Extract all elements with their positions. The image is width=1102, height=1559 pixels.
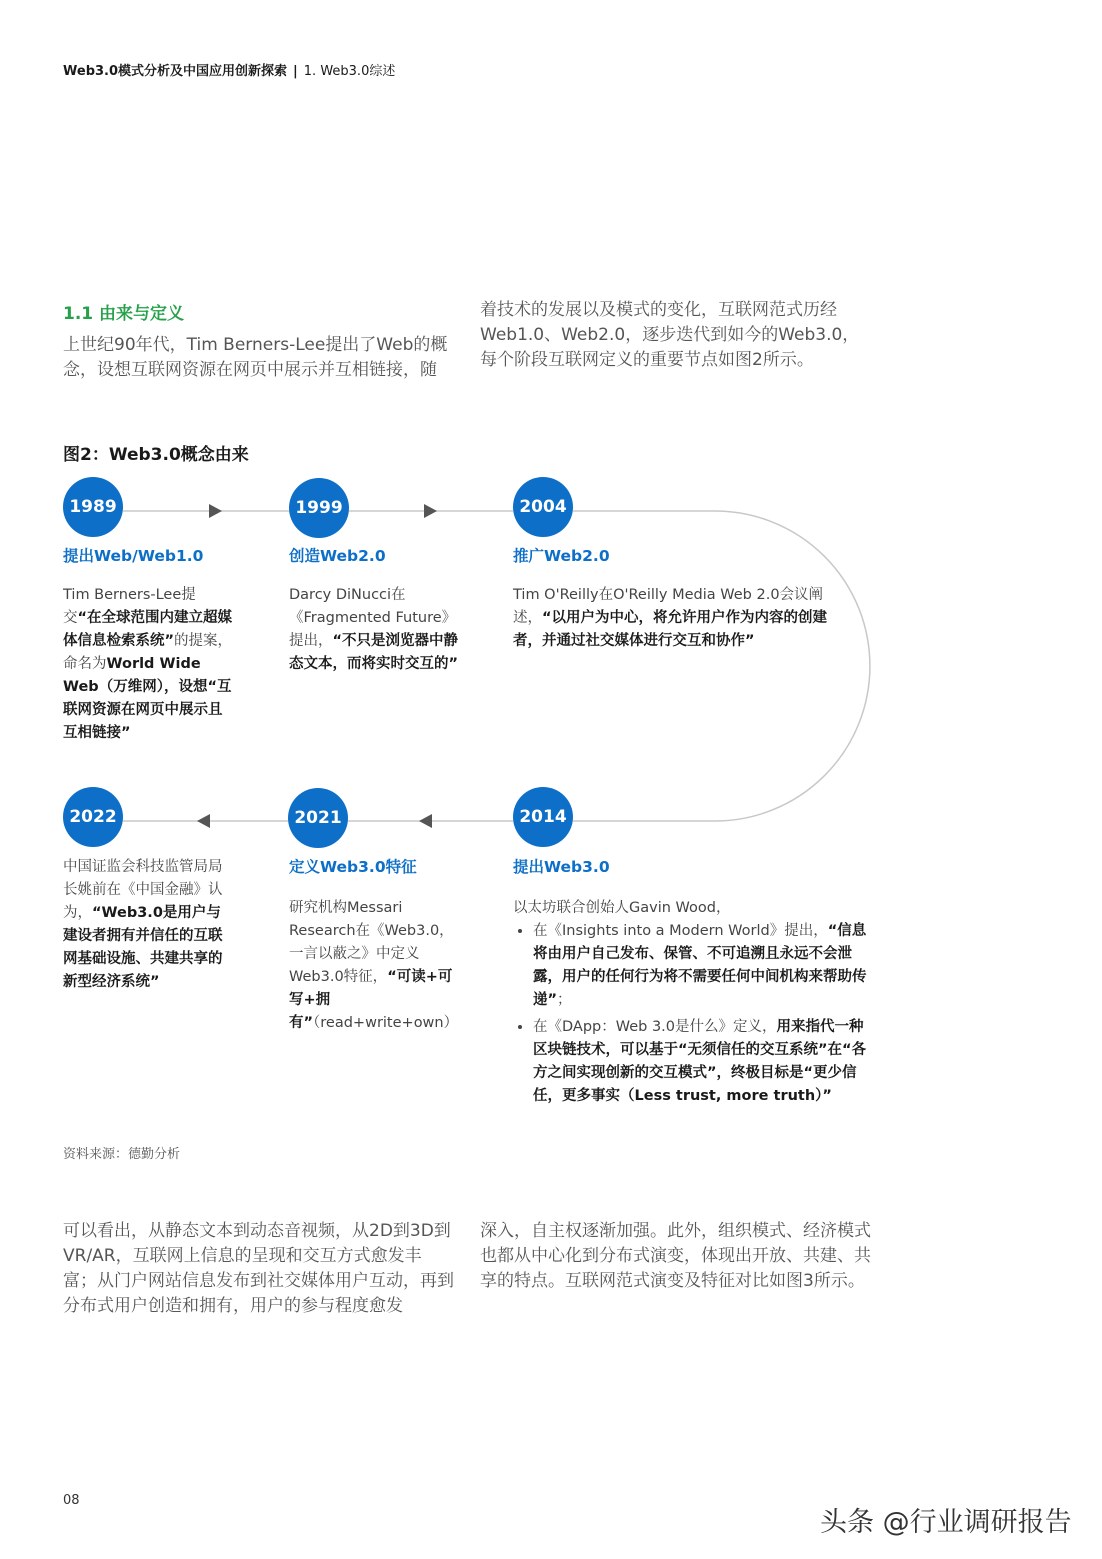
header-separator: | <box>293 64 298 79</box>
body-paragraph-left: 可以看出，从静态文本到动态音视频，从2D到3D到VR/AR，互联网上信息的呈现和交互方式愈发丰富；从门户网站信息发布到社交媒体用户互动，再到分布式用户创造和拥有，用户的参与程度愈发 <box>63 1221 454 1316</box>
arrow-right-icon <box>209 504 222 518</box>
milestone-title-2004: 推广Web2.0 <box>513 547 610 565</box>
milestone-desc-2022: 中国证监会科技监管局局长姚前在《中国金融》认为，“Web3.0是用户与建设者拥有并信任的互联网基础设施、共建共享的新型经济系统” <box>63 859 223 990</box>
section-title: 1.1 由来与定义 <box>63 304 185 324</box>
milestone-desc-2021: 研究机构Messari Research在《Web3.0，一言以蔽之》中定义Web3.0特征，“可读+可写+拥有”（read+write+own） <box>289 900 459 1031</box>
list-item: • 在《DApp：Web 3.0是什么》定义，用来指代一种区块链技术，可以基于“无须信任的交互系统”在“各方之间实现创新的交互模式”，终极目标是“更少信任，更多事实（Less trust, more truth）” <box>533 1016 873 1108</box>
body-paragraph-right: 深入，自主权逐渐加强。此外，组织模式、经济模式也都从中心化到分布式演变，体现出开放、共建、共享的特点。互联网范式演变及特征对比如图3所示。 <box>480 1221 871 1291</box>
milestone-title-2021: 定义Web3.0特征 <box>289 858 417 876</box>
milestone-title-2014: 提出Web3.0 <box>513 858 610 876</box>
milestone-desc-2014: 以太坊联合创始人Gavin Wood， • 在《Insights into a Modern World》提出，“信息将由用户自己发布、保管、不可追溯且永远不会泄露，用户的任何行为将不需要任何中间机构来帮助传递”； • 在《DApp：Web 3.0是什么》定义，用来指代一种区块链技术，可以基于“无须信任的交互系统”在“各方之间实现创新的交互模式”，终极目标是“更少信任，更多事实（Less trust, more truth）” <box>513 897 873 1112</box>
report-title: Web3.0模式分析及中国应用创新探索 <box>63 64 288 79</box>
figure-source: 资料来源：德勤分析 <box>63 1147 181 1162</box>
header-section: 1. Web3.0综述 <box>303 64 396 79</box>
watermark: 头条 @行业调研报告 <box>820 1507 1072 1538</box>
year-circle-2021: 2021 <box>288 788 348 848</box>
connector-curve-2004-2014 <box>573 511 870 821</box>
year-circle-1989: 1989 <box>63 477 123 537</box>
milestone-desc-2004: Tim O'Reilly在O'Reilly Media Web 2.0会议阐述，“以用户为中心，将允许用户作为内容的创建者，并通过社交媒体进行交互和协作” <box>513 587 828 649</box>
arrow-left-icon <box>419 814 432 828</box>
milestone-desc-1999: Darcy DiNucci在《Fragmented Future》提出，“不只是浏览器中静态文本，而将实时交互的” <box>289 587 459 672</box>
intro-paragraph-left: 上世纪90年代，Tim Berners-Lee提出了Web的概念，设想互联网资源在网页中展示并互相链接，随 <box>63 335 448 380</box>
intro-paragraph-right: 着技术的发展以及模式的变化，互联网范式历经Web1.0、Web2.0，逐步迭代到如今的Web3.0，每个阶段互联网定义的重要节点如图2所示。 <box>480 300 860 370</box>
arrow-left-icon <box>197 814 210 828</box>
milestone-desc-1989: Tim Berners-Lee提交“在全球范围内建立超媒体信息检索系统”的提案，命名为World Wide Web（万维网），设想“互联网资源在网页中展示且互相链接” <box>63 587 233 741</box>
milestone-title-1989: 提出Web/Web1.0 <box>63 547 204 565</box>
list-item: • 在《Insights into a Modern World》提出，“信息将由用户自己发布、保管、不可追溯且永远不会泄露，用户的任何行为将不需要任何中间机构来帮助传递”； <box>533 920 873 1012</box>
milestone-title-1999: 创造Web2.0 <box>289 547 386 565</box>
figure-title: 图2：Web3.0概念由来 <box>63 445 249 465</box>
year-circle-2014: 2014 <box>513 787 573 847</box>
milestone-2014-bullets <box>513 920 873 1108</box>
year-circle-2004: 2004 <box>513 477 573 537</box>
page-number: 08 <box>63 1493 80 1508</box>
year-circle-2022: 2022 <box>63 787 123 847</box>
arrow-right-icon <box>424 504 437 518</box>
year-circle-1999: 1999 <box>289 478 349 538</box>
